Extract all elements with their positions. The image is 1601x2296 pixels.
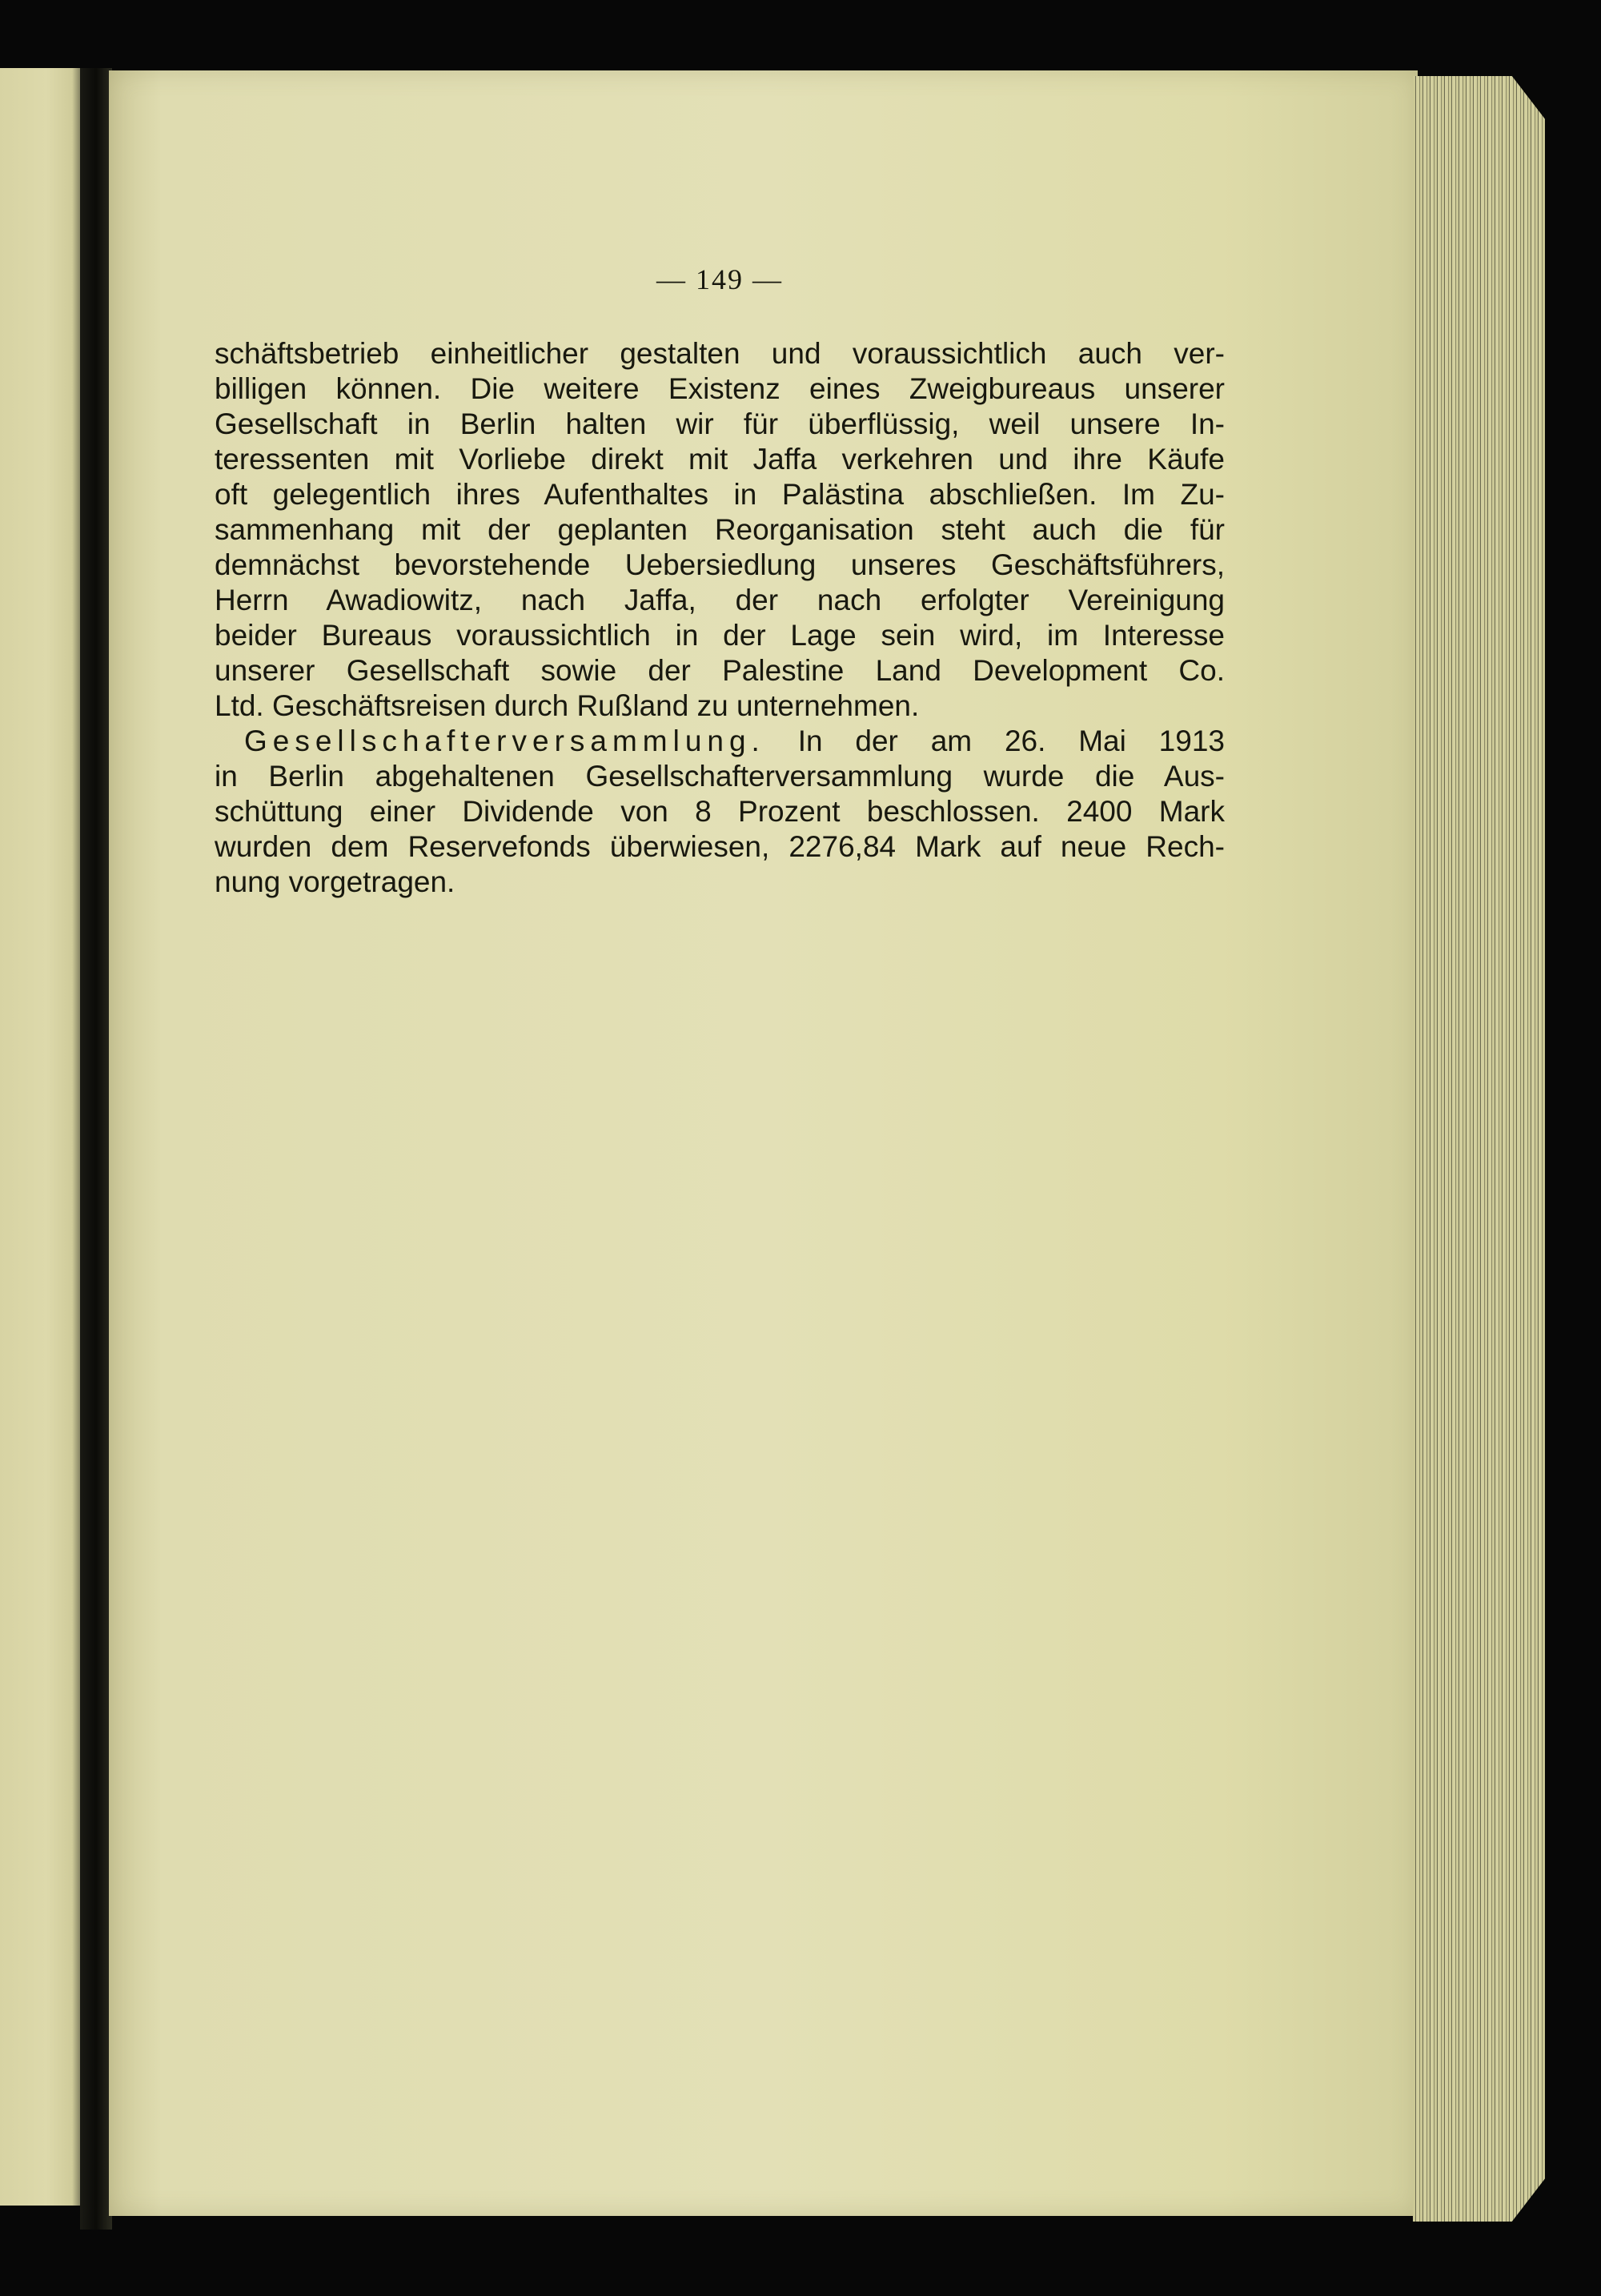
text-line: oft gelegentlich ihres Aufenthaltes in Palästina abschließen. Im Zu- xyxy=(215,478,1225,511)
text-line: wurden dem Reservefonds überwiesen, 2276,84 Mark auf neue Rech- xyxy=(215,830,1225,863)
text-line: beider Bureaus voraussichtlich in der Lage sein wird, im Interesse xyxy=(215,619,1225,652)
text-line: in Berlin abgehaltenen Gesellschafterversammlung wurde die Aus- xyxy=(215,760,1225,793)
page-number: — 149 — xyxy=(656,263,783,295)
text-line: sammenhang mit der geplanten Reorganisation steht auch die für xyxy=(215,513,1225,546)
page-edges-stack xyxy=(1413,76,1545,2222)
text-line: unserer Gesellschaft sowie der Palestine Land Development Co. xyxy=(215,654,1225,687)
text-line: teressenten mit Vorliebe direkt mit Jaffa verkehren und ihre Käufe xyxy=(215,443,1225,476)
section-first-line xyxy=(244,724,1225,759)
section-heading: Gesellschafterversammlung. xyxy=(244,725,765,757)
text-line: schäftsbetrieb einheitlicher gestalten und voraussichtlich auch ver- xyxy=(215,337,1225,370)
text-line: demnächst bevorstehende Uebersiedlung unseres Geschäftsführers, xyxy=(215,548,1225,581)
text-line: In der am 26. Mai 1913 xyxy=(797,725,1225,757)
text-line: billigen können. Die weitere Existenz eines Zweigbureaus unserer xyxy=(215,372,1225,405)
text-line: Gesellschaft in Berlin halten wir für überflüssig, weil unsere In- xyxy=(215,407,1225,440)
text-line: schüttung einer Dividende von 8 Prozent beschlossen. 2400 Mark xyxy=(215,795,1225,828)
book-gutter xyxy=(80,68,112,2230)
text-line: Herrn Awadiowitz, nach Jaffa, der nach erfolgter Vereinigung xyxy=(215,584,1225,616)
text-line: nung vorgetragen. xyxy=(215,865,455,898)
previous-page-edge xyxy=(0,68,85,2206)
text-line: Ltd. Geschäftsreisen durch Rußland zu unternehmen. xyxy=(215,689,920,722)
